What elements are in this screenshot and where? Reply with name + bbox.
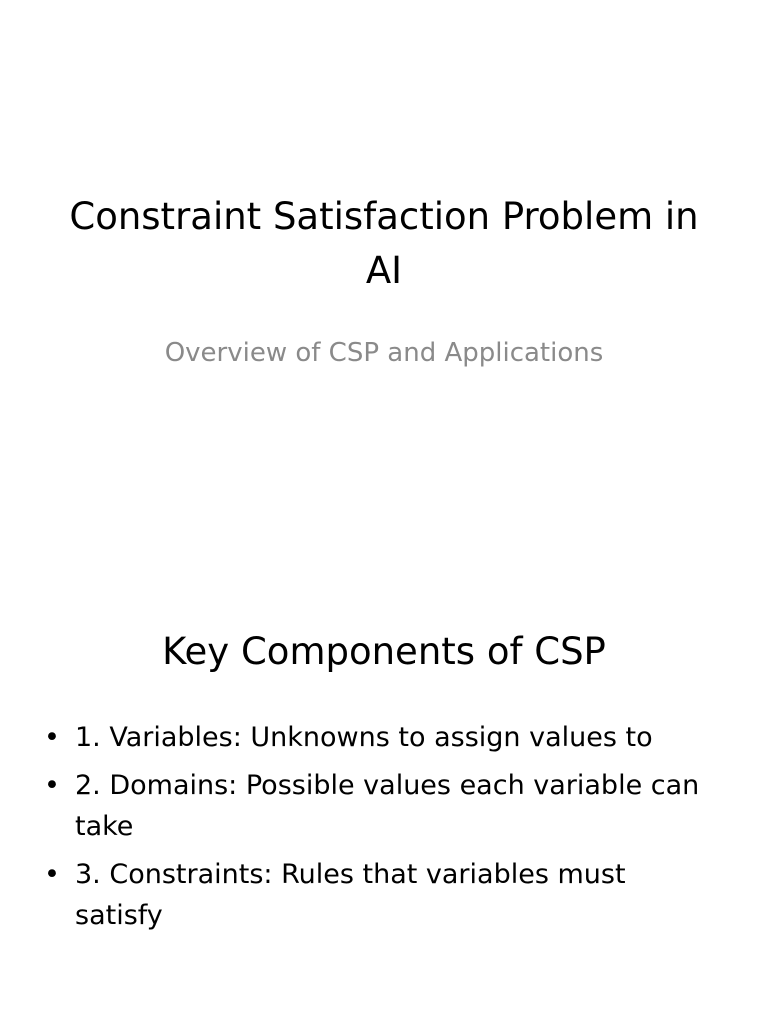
- bullet-icon: •: [44, 722, 60, 753]
- slide-title: Constraint Satisfaction Problem in AI: [69, 195, 699, 292]
- list-item-text: 3. Constraints: Rules that variables must satisfy: [75, 859, 626, 931]
- list-item: [40, 717, 720, 758]
- content-slide: [0, 512, 768, 1024]
- bullet-list: [40, 717, 720, 943]
- list-item: [40, 854, 720, 936]
- bullet-icon: •: [44, 859, 60, 890]
- list-item: [40, 765, 720, 847]
- slide-subtitle: Overview of CSP and Applications: [164, 338, 604, 368]
- slide-title: Key Components of CSP: [162, 630, 606, 673]
- list-item-text: 1. Variables: Unknowns to assign values to: [75, 722, 653, 753]
- bullet-icon: •: [44, 770, 60, 801]
- list-item-text: 2. Domains: Possible values each variable can take: [75, 770, 700, 842]
